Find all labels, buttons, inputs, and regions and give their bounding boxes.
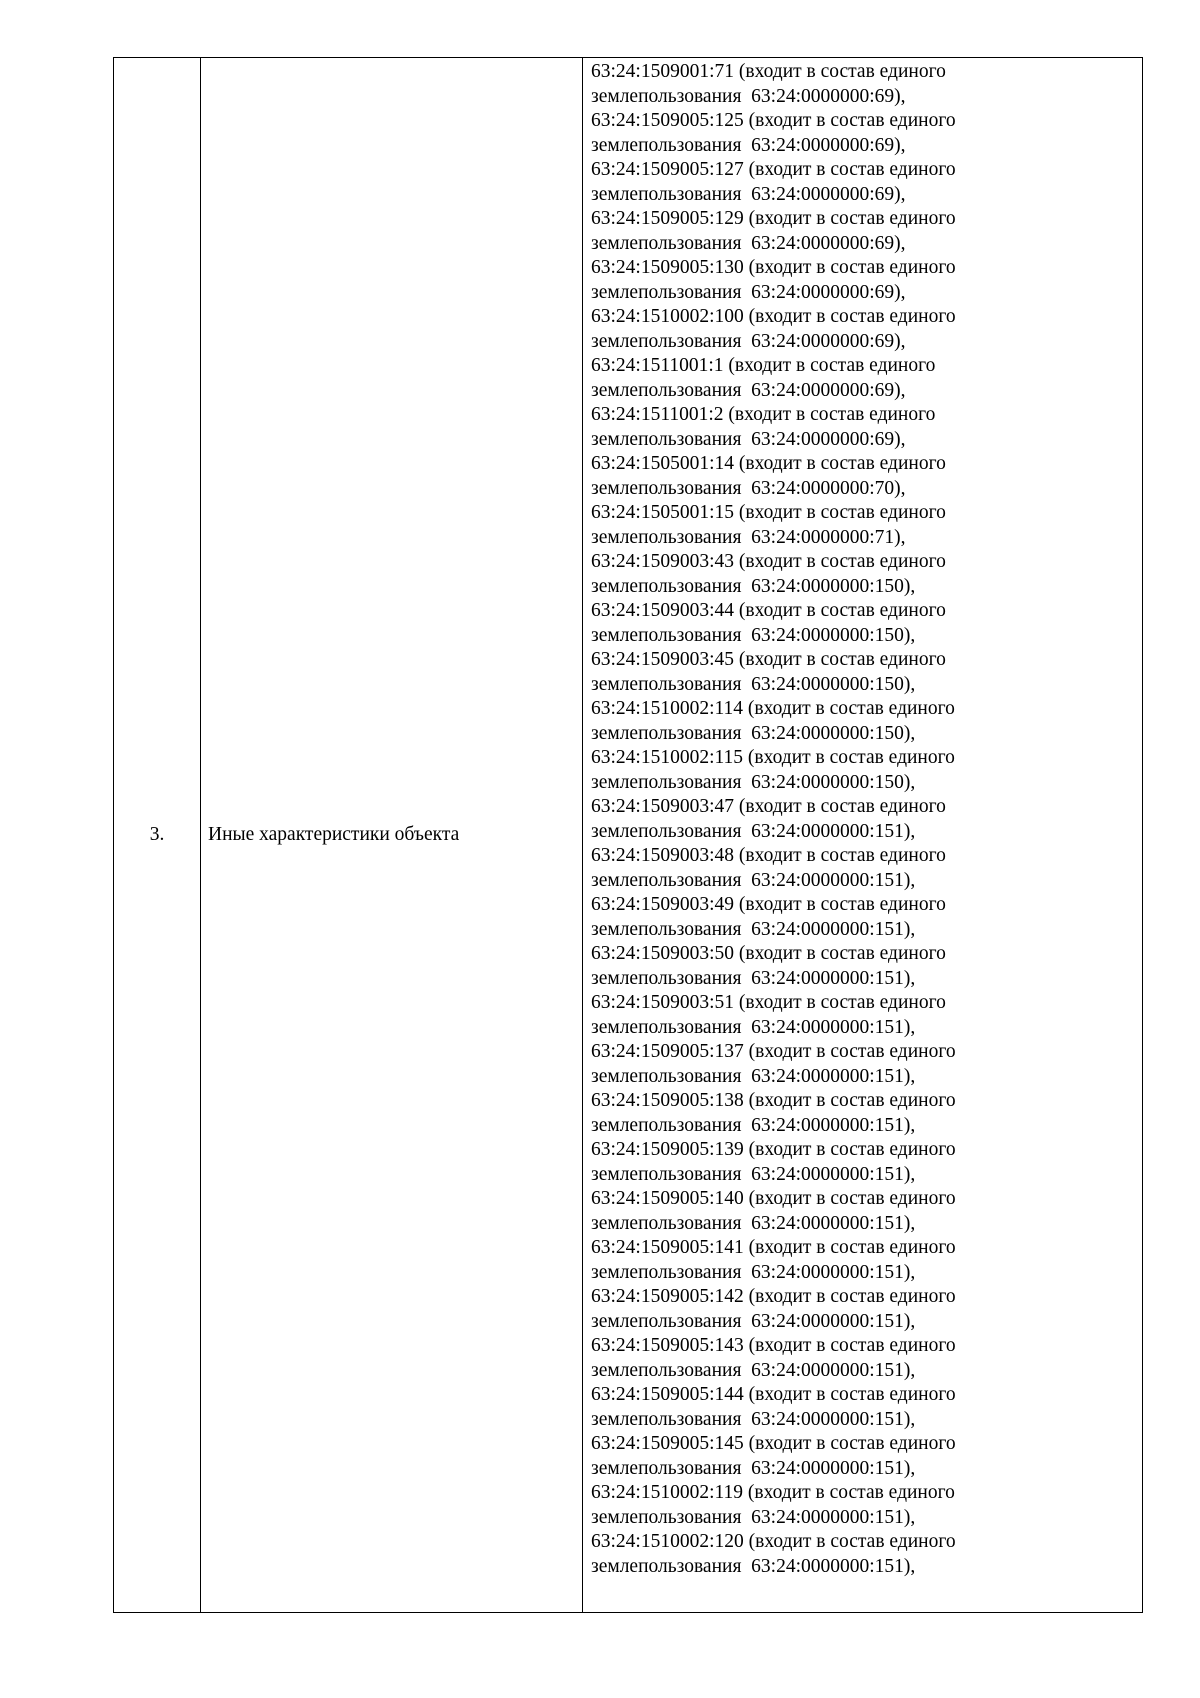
list-item <box>591 1089 1136 1138</box>
entry-code-line: 63:24:1509001:71 (входит в состав единого <box>591 61 946 82</box>
entry-parent-line: землепользования 63:24:0000000:151), <box>591 1310 916 1332</box>
list-item <box>591 746 1136 795</box>
characteristics-table <box>113 57 1143 1613</box>
entry-parent-line: землепользования 63:24:0000000:151), <box>591 1016 916 1038</box>
entry-code-line: 63:24:1510002:115 (входит в состав единого <box>591 747 955 768</box>
entry-code-line: 63:24:1510002:120 (входит в состав единого <box>591 1531 956 1552</box>
entry-code-line: 63:24:1511001:1 (входит в состав единого <box>591 355 936 376</box>
list-item <box>591 403 1136 452</box>
entry-code-line: 63:24:1509005:142 (входит в состав единого <box>591 1286 956 1307</box>
entry-code-line: 63:24:1509003:51 (входит в состав единого <box>591 992 946 1013</box>
entry-code-line: 63:24:1509005:145 (входит в состав единого <box>591 1433 956 1454</box>
entry-code-line: 63:24:1509005:143 (входит в состав единого <box>591 1335 956 1356</box>
list-item <box>591 1530 1136 1579</box>
entry-code-line: 63:24:1509003:49 (входит в состав единого <box>591 894 946 915</box>
entry-parent-line: землепользования 63:24:0000000:71), <box>591 526 906 548</box>
entry-code-line: 63:24:1509003:48 (входит в состав единого <box>591 845 946 866</box>
list-item <box>591 256 1136 305</box>
entry-parent-line: землепользования 63:24:0000000:151), <box>591 1261 916 1283</box>
cadastral-entries-list <box>591 60 1136 1579</box>
list-item <box>591 1236 1136 1285</box>
list-item <box>591 109 1136 158</box>
entry-code-line: 63:24:1509005:125 (входит в состав единого <box>591 110 956 131</box>
list-item <box>591 1138 1136 1187</box>
entry-code-line: 63:24:1509003:44 (входит в состав единого <box>591 600 946 621</box>
row-number: 3. <box>114 58 201 1613</box>
list-item <box>591 1187 1136 1236</box>
list-item <box>591 305 1136 354</box>
list-item <box>591 158 1136 207</box>
entry-code-line: 63:24:1505001:14 (входит в состав единого <box>591 453 946 474</box>
entry-parent-line: землепользования 63:24:0000000:150), <box>591 771 916 793</box>
entry-parent-line: землепользования 63:24:0000000:69), <box>591 85 906 107</box>
entry-code-line: 63:24:1509005:130 (входит в состав единого <box>591 257 956 278</box>
entry-parent-line: землепользования 63:24:0000000:151), <box>591 1065 916 1087</box>
list-item <box>591 1481 1136 1530</box>
list-item <box>591 893 1136 942</box>
entry-parent-line: землепользования 63:24:0000000:69), <box>591 281 906 303</box>
list-item <box>591 942 1136 991</box>
entry-parent-line: землепользования 63:24:0000000:151), <box>591 1359 916 1381</box>
entry-code-line: 63:24:1509003:43 (входит в состав единого <box>591 551 946 572</box>
list-item <box>591 1334 1136 1383</box>
list-item <box>591 1432 1136 1481</box>
entry-code-line: 63:24:1509003:50 (входит в состав единого <box>591 943 946 964</box>
entry-parent-line: землепользования 63:24:0000000:151), <box>591 1506 916 1528</box>
entry-parent-line: землепользования 63:24:0000000:151), <box>591 1163 916 1185</box>
list-item <box>591 354 1136 403</box>
entry-parent-line: землепользования 63:24:0000000:151), <box>591 869 916 891</box>
entry-parent-line: землепользования 63:24:0000000:69), <box>591 428 906 450</box>
entry-code-line: 63:24:1509005:138 (входит в состав единого <box>591 1090 956 1111</box>
entry-code-line: 63:24:1509005:144 (входит в состав единого <box>591 1384 956 1405</box>
entry-code-line: 63:24:1505001:15 (входит в состав единого <box>591 502 946 523</box>
entry-parent-line: землепользования 63:24:0000000:151), <box>591 918 916 940</box>
list-item <box>591 599 1136 648</box>
row-value <box>583 58 1143 1613</box>
entry-code-line: 63:24:1510002:119 (входит в состав единого <box>591 1482 955 1503</box>
list-item <box>591 697 1136 746</box>
list-item <box>591 452 1136 501</box>
list-item <box>591 1040 1136 1089</box>
list-item <box>591 1285 1136 1334</box>
entry-code-line: 63:24:1510002:100 (входит в состав единого <box>591 306 956 327</box>
entry-parent-line: землепользования 63:24:0000000:150), <box>591 624 916 646</box>
entry-parent-line: землепользования 63:24:0000000:151), <box>591 1408 916 1430</box>
entry-parent-line: землепользования 63:24:0000000:69), <box>591 379 906 401</box>
entry-parent-line: землепользования 63:24:0000000:69), <box>591 330 906 352</box>
list-item <box>591 550 1136 599</box>
entry-parent-line: землепользования 63:24:0000000:151), <box>591 1555 916 1577</box>
entry-code-line: 63:24:1510002:114 (входит в состав единого <box>591 698 955 719</box>
entry-parent-line: землепользования 63:24:0000000:151), <box>591 1114 916 1136</box>
list-item <box>591 844 1136 893</box>
entry-code-line: 63:24:1511001:2 (входит в состав единого <box>591 404 936 425</box>
entry-parent-line: землепользования 63:24:0000000:150), <box>591 722 916 744</box>
entry-code-line: 63:24:1509005:139 (входит в состав единого <box>591 1139 956 1160</box>
entry-code-line: 63:24:1509005:137 (входит в состав единого <box>591 1041 956 1062</box>
entry-parent-line: землепользования 63:24:0000000:150), <box>591 575 916 597</box>
entry-parent-line: землепользования 63:24:0000000:70), <box>591 477 906 499</box>
list-item <box>591 648 1136 697</box>
entry-code-line: 63:24:1509005:141 (входит в состав единого <box>591 1237 956 1258</box>
list-item <box>591 501 1136 550</box>
entry-code-line: 63:24:1509005:129 (входит в состав единого <box>591 208 956 229</box>
entry-parent-line: землепользования 63:24:0000000:150), <box>591 673 916 695</box>
entry-parent-line: землепользования 63:24:0000000:151), <box>591 967 916 989</box>
table-row <box>114 58 1143 1613</box>
list-item <box>591 207 1136 256</box>
entry-parent-line: землепользования 63:24:0000000:69), <box>591 134 906 156</box>
row-name: Иные характеристики объекта <box>201 58 583 1613</box>
entry-parent-line: землепользования 63:24:0000000:69), <box>591 232 906 254</box>
entry-code-line: 63:24:1509003:45 (входит в состав единого <box>591 649 946 670</box>
list-item <box>591 991 1136 1040</box>
entry-parent-line: землепользования 63:24:0000000:69), <box>591 183 906 205</box>
entry-code-line: 63:24:1509003:47 (входит в состав единого <box>591 796 946 817</box>
entry-parent-line: землепользования 63:24:0000000:151), <box>591 820 916 842</box>
entry-code-line: 63:24:1509005:140 (входит в состав единого <box>591 1188 956 1209</box>
list-item <box>591 795 1136 844</box>
entry-parent-line: землепользования 63:24:0000000:151), <box>591 1457 916 1479</box>
entry-code-line: 63:24:1509005:127 (входит в состав единого <box>591 159 956 180</box>
list-item <box>591 1383 1136 1432</box>
list-item <box>591 60 1136 109</box>
entry-parent-line: землепользования 63:24:0000000:151), <box>591 1212 916 1234</box>
